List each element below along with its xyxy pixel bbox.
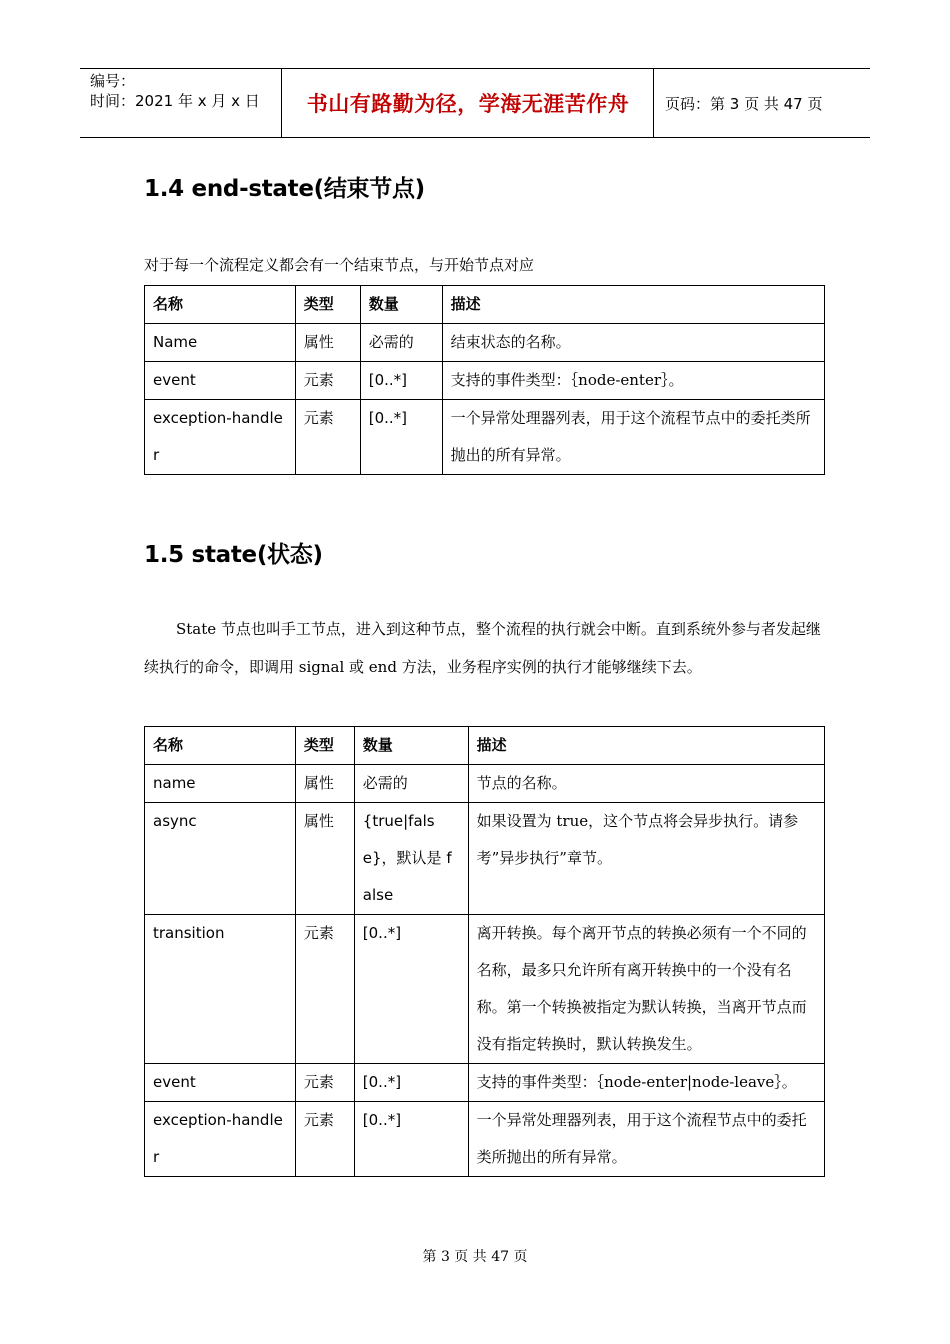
header-divider	[281, 69, 282, 137]
section-intro-state: State 节点也叫手工节点，进入到这种节点，整个流程的执行就会中断。直到系统外参与者发起继续执行的命令，即调用 signal 或 end 方法，业务程序实例的执行才能够继续下去。	[144, 620, 821, 676]
table-row	[145, 362, 825, 400]
table-header-row	[145, 727, 825, 765]
cell-name: name	[145, 765, 296, 803]
cell-desc: 结束状态的名称。	[442, 324, 824, 362]
col-header-desc: 描述	[442, 286, 824, 324]
cell-type: 元素	[295, 915, 354, 1064]
cell-type: 元素	[295, 400, 360, 475]
cell-desc: 一个异常处理器列表，用于这个流程节点中的委托类所抛出的所有异常。	[442, 400, 824, 475]
cell-count: [0..*]	[354, 1102, 468, 1177]
table-row	[145, 324, 825, 362]
state-table	[144, 726, 825, 1177]
cell-count: 必需的	[360, 324, 442, 362]
cell-type: 属性	[295, 765, 354, 803]
col-header-count: 数量	[354, 727, 468, 765]
header-divider	[653, 69, 654, 137]
cell-count: [0..*]	[360, 362, 442, 400]
cell-desc: 支持的事件类型：｛node-enter|node-leave｝。	[468, 1064, 824, 1102]
col-header-type: 类型	[295, 727, 354, 765]
cell-count: {true|false}，默认是 false	[354, 803, 468, 915]
doc-time-label: 时间：2021 年 x 月 x 日	[90, 92, 260, 110]
cell-count: 必需的	[354, 765, 468, 803]
col-header-name: 名称	[145, 286, 296, 324]
cell-desc: 一个异常处理器列表，用于这个流程节点中的委托类所抛出的所有异常。	[468, 1102, 824, 1177]
header-page-info: 页码：第 3 页 共 47 页	[665, 94, 823, 113]
cell-desc: 离开转换。每个离开节点的转换必须有一个不同的名称，最多只允许所有离开转换中的一个没有名称。第一个转换被指定为默认转换，当离开节点而没有指定转换时，默认转换发生。	[468, 915, 824, 1064]
cell-type: 元素	[295, 1102, 354, 1177]
section-heading-end-state: 1.4 end-state(结束节点)	[144, 176, 425, 202]
section-heading-state: 1.5 state(状态)	[144, 542, 323, 568]
table-row	[145, 803, 825, 915]
table-row	[145, 915, 825, 1064]
cell-count: [0..*]	[360, 400, 442, 475]
header-meta	[90, 71, 260, 111]
cell-desc: 如果设置为 true，这个节点将会异步执行。请参考”异步执行”章节。	[468, 803, 824, 915]
col-header-type: 类型	[295, 286, 360, 324]
col-header-name: 名称	[145, 727, 296, 765]
cell-type: 元素	[295, 1064, 354, 1102]
table-row	[145, 1102, 825, 1177]
section-intro-end-state: 对于每一个流程定义都会有一个结束节点，与开始节点对应	[144, 256, 535, 274]
doc-number-label: 编号：	[90, 72, 136, 90]
table-row	[145, 1064, 825, 1102]
cell-name: exception-handler	[145, 1102, 296, 1177]
end-state-table	[144, 285, 825, 475]
col-header-count: 数量	[360, 286, 442, 324]
cell-name: async	[145, 803, 296, 915]
cell-desc: 节点的名称。	[468, 765, 824, 803]
cell-name: exception-handler	[145, 400, 296, 475]
cell-type: 属性	[295, 803, 354, 915]
cell-type: 属性	[295, 324, 360, 362]
cell-name: event	[145, 362, 296, 400]
page-header	[80, 68, 870, 138]
page-footer: 第 3 页 共 47 页	[422, 1249, 528, 1265]
table-header-row	[145, 286, 825, 324]
cell-type: 元素	[295, 362, 360, 400]
table-row	[145, 400, 825, 475]
cell-name: event	[145, 1064, 296, 1102]
col-header-desc: 描述	[468, 727, 824, 765]
cell-count: [0..*]	[354, 915, 468, 1064]
cell-name: transition	[145, 915, 296, 1064]
cell-desc: 支持的事件类型：｛node-enter｝。	[442, 362, 824, 400]
table-row	[145, 765, 825, 803]
cell-name: Name	[145, 324, 296, 362]
header-motto: 书山有路勤为径，学海无涯苦作舟	[306, 92, 630, 116]
cell-count: [0..*]	[354, 1064, 468, 1102]
